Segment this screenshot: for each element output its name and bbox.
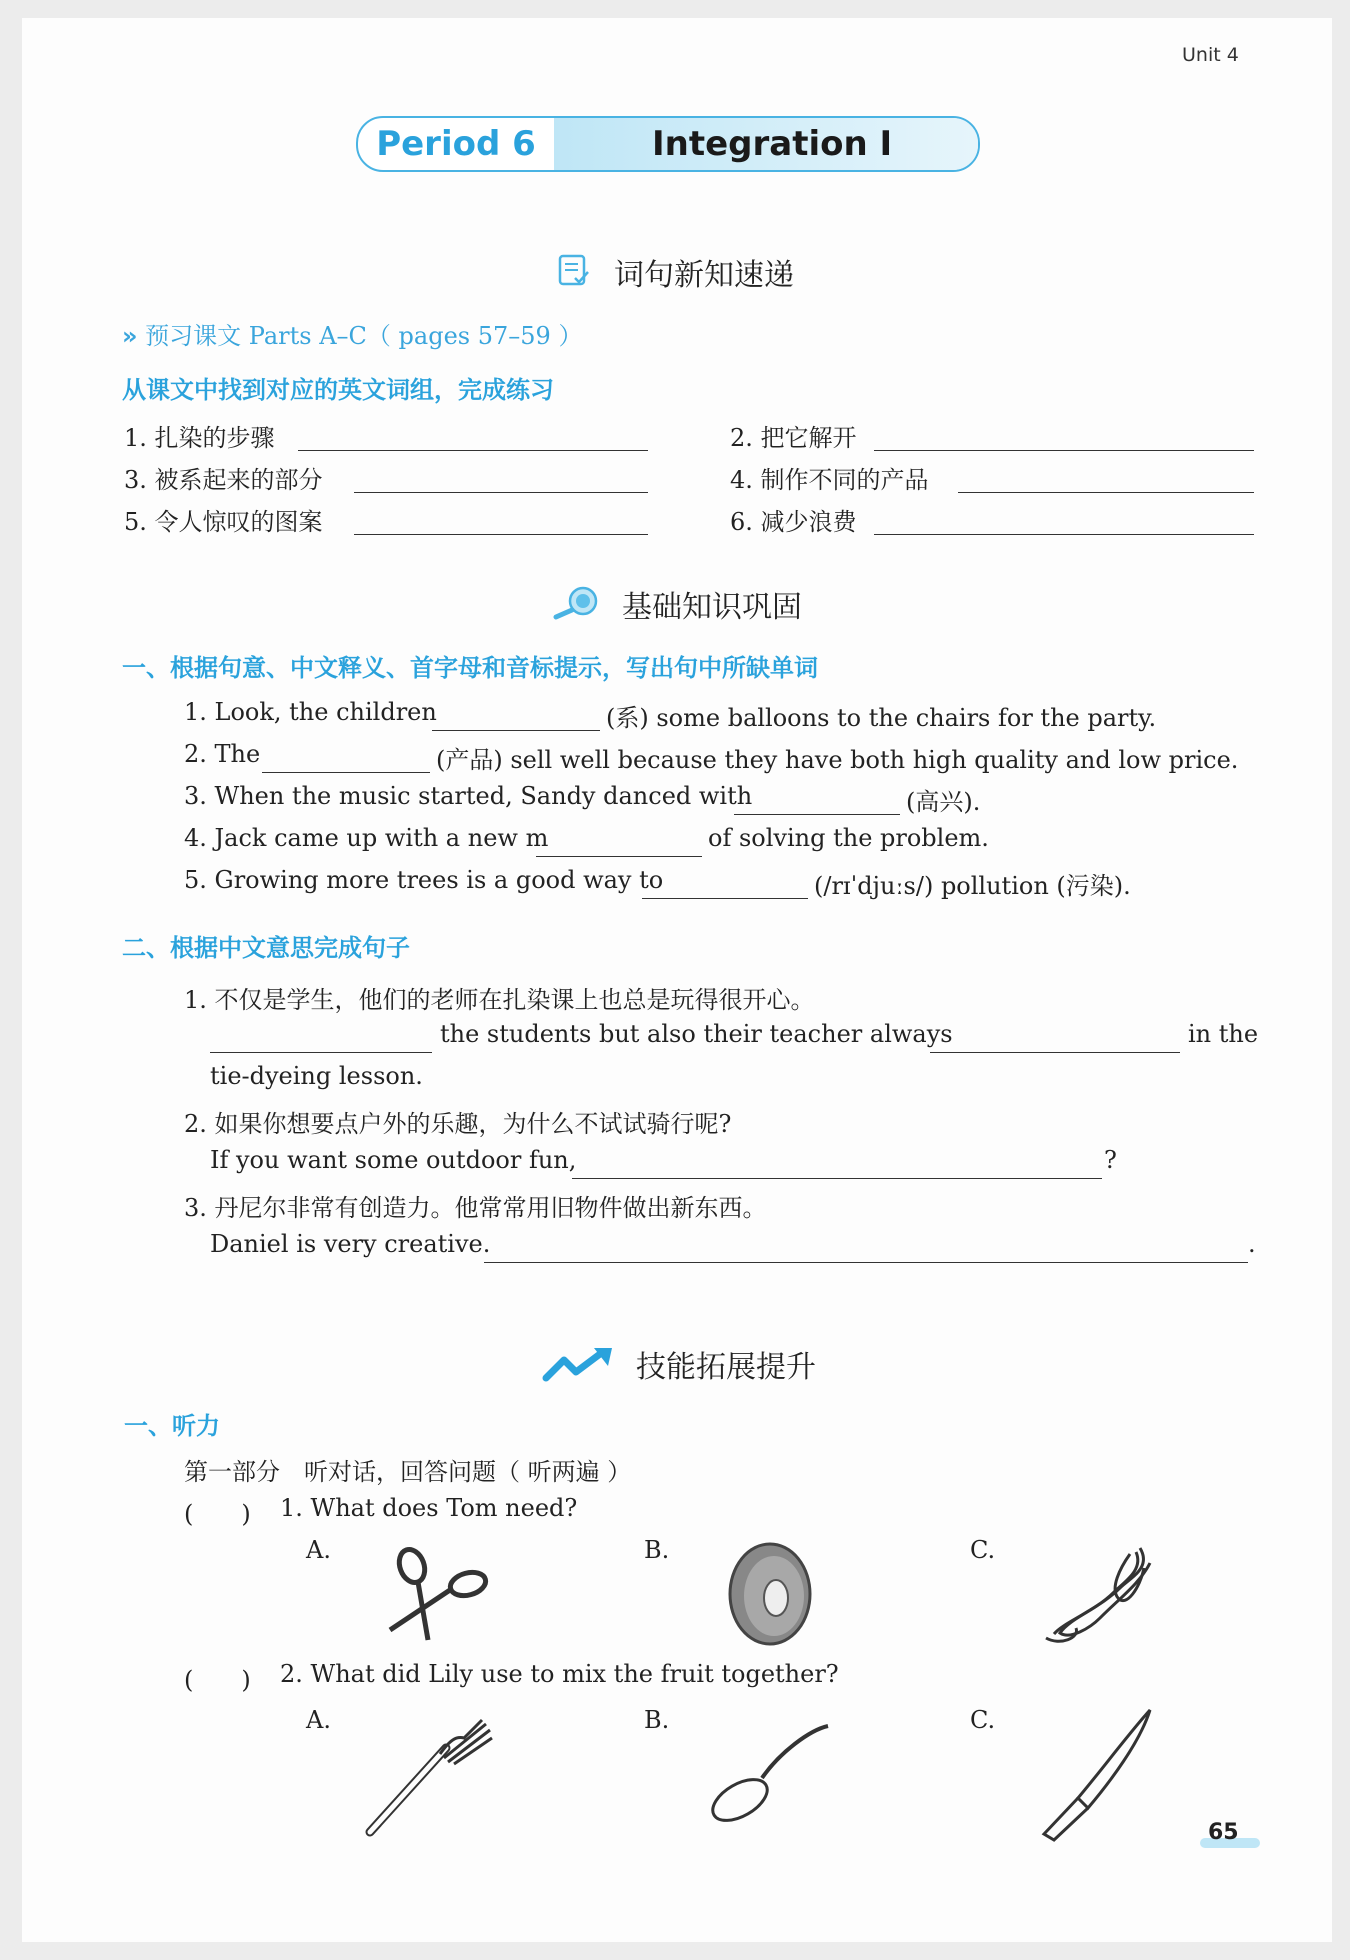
sentence-2-chinese: 2. 如果你想要点户外的乐趣，为什么不试试骑行呢? [184, 1110, 732, 1138]
notebook-icon [558, 254, 590, 288]
sentence-3-english: Daniel is very creative. [210, 1230, 491, 1258]
sentence-2-english: If you want some outdoor fun, [210, 1146, 577, 1174]
option-a-label: A. [306, 1536, 331, 1564]
answer-blank[interactable] [572, 1178, 1102, 1179]
section-title-basics: 基础知识巩固 [622, 590, 802, 625]
vocab-item-3: 3. 被系起来的部分 [124, 466, 323, 494]
sentence-1-english-mid: the students but also their teacher always [440, 1020, 953, 1048]
question-4-start: 4. Jack came up with a new m [184, 824, 549, 852]
preview-line [122, 316, 582, 351]
answer-blank[interactable] [484, 1262, 1248, 1263]
listening-question-2: 2. What did Lily use to mix the fruit together? [280, 1660, 839, 1688]
trend-arrow-icon [542, 1346, 616, 1384]
listening-question-1: 1. What does Tom need? [280, 1494, 578, 1522]
period-label: Period 6 [376, 124, 536, 164]
rope-icon[interactable] [1040, 1538, 1160, 1648]
tape-roll-icon[interactable] [720, 1538, 820, 1650]
double-chevron-icon: » [122, 322, 138, 350]
question-1-start: 1. Look, the children [184, 698, 437, 726]
page-number: 65 [1208, 1820, 1239, 1845]
option-c-label: C. [970, 1706, 996, 1734]
period-topic: Integration I [554, 118, 978, 170]
magnifier-icon [552, 584, 602, 620]
sentence-1-chinese: 1. 不仅是学生，他们的老师在扎染课上也总是玩得很开心。 [184, 986, 815, 1014]
answer-parens[interactable]: ( ) [184, 1666, 251, 1694]
sentence-1-english-end: in the [1188, 1020, 1259, 1048]
instruction-vocab: 从课文中找到对应的英文词组，完成练习 [122, 376, 554, 404]
answer-blank[interactable] [874, 450, 1254, 451]
sentence-3-end: . [1248, 1230, 1256, 1258]
question-2-start: 2. The [184, 740, 261, 768]
option-b-label: B. [644, 1706, 670, 1734]
section-title-vocab: 词句新知速递 [614, 258, 794, 293]
answer-parens[interactable]: ( ) [184, 1500, 251, 1528]
sentence-2-end: ? [1104, 1146, 1117, 1174]
answer-blank[interactable] [298, 450, 648, 451]
option-a-label: A. [306, 1706, 331, 1734]
question-5-end: (/rɪˈdjuːs/) pollution (污染). [814, 872, 1131, 900]
answer-blank[interactable] [874, 534, 1254, 535]
listening-heading: 一、听力 [124, 1412, 220, 1440]
question-5-start: 5. Growing more trees is a good way to [184, 866, 664, 894]
answer-blank[interactable] [536, 856, 702, 857]
spoon-icon[interactable] [700, 1712, 840, 1832]
vocab-item-2: 2. 把它解开 [730, 424, 857, 452]
sentence-1-english-cont: tie-dyeing lesson. [210, 1062, 423, 1090]
section-title-skills: 技能拓展提升 [636, 1350, 816, 1385]
answer-blank[interactable] [354, 492, 648, 493]
vocab-item-4: 4. 制作不同的产品 [730, 466, 929, 494]
listening-part1: 第一部分 听对话，回答问题（ 听两遍 ） [184, 1458, 632, 1486]
vocab-item-1: 1. 扎染的步骤 [124, 424, 275, 452]
question-3-start: 3. When the music started, Sandy danced with [184, 782, 753, 810]
answer-blank[interactable] [354, 534, 648, 535]
answer-blank[interactable] [432, 730, 600, 731]
answer-blank[interactable] [210, 1052, 432, 1053]
period-banner [356, 116, 980, 172]
question-3-end: (高兴). [906, 788, 981, 816]
question-1-end: (系) some balloons to the chairs for the party. [606, 704, 1157, 732]
question-4-end: of solving the problem. [708, 824, 989, 852]
option-b-label: B. [644, 1536, 670, 1564]
unit-label: Unit 4 [1182, 44, 1239, 66]
part-heading-fill-words: 一、根据句意、中文释义、首字母和音标提示，写出句中所缺单词 [122, 654, 818, 682]
knife-icon[interactable] [1030, 1702, 1160, 1842]
fork-icon[interactable] [360, 1710, 500, 1840]
answer-blank[interactable] [930, 1052, 1180, 1053]
vocab-item-6: 6. 减少浪费 [730, 508, 857, 536]
vocab-item-5: 5. 令人惊叹的图案 [124, 508, 323, 536]
answer-blank[interactable] [958, 492, 1254, 493]
part-heading-complete-sentences: 二、根据中文意思完成句子 [122, 934, 410, 962]
answer-blank[interactable] [642, 898, 808, 899]
answer-blank[interactable] [262, 772, 430, 773]
sentence-3-chinese: 3. 丹尼尔非常有创造力。他常常用旧物件做出新东西。 [184, 1194, 767, 1222]
option-c-label: C. [970, 1536, 996, 1564]
preview-text: 预习课文 Parts A–C（ pages 57–59 ） [145, 322, 583, 350]
question-2-end: (产品) sell well because they have both high quality and low price. [436, 746, 1239, 774]
scissors-icon[interactable] [380, 1544, 500, 1644]
answer-blank[interactable] [734, 814, 900, 815]
